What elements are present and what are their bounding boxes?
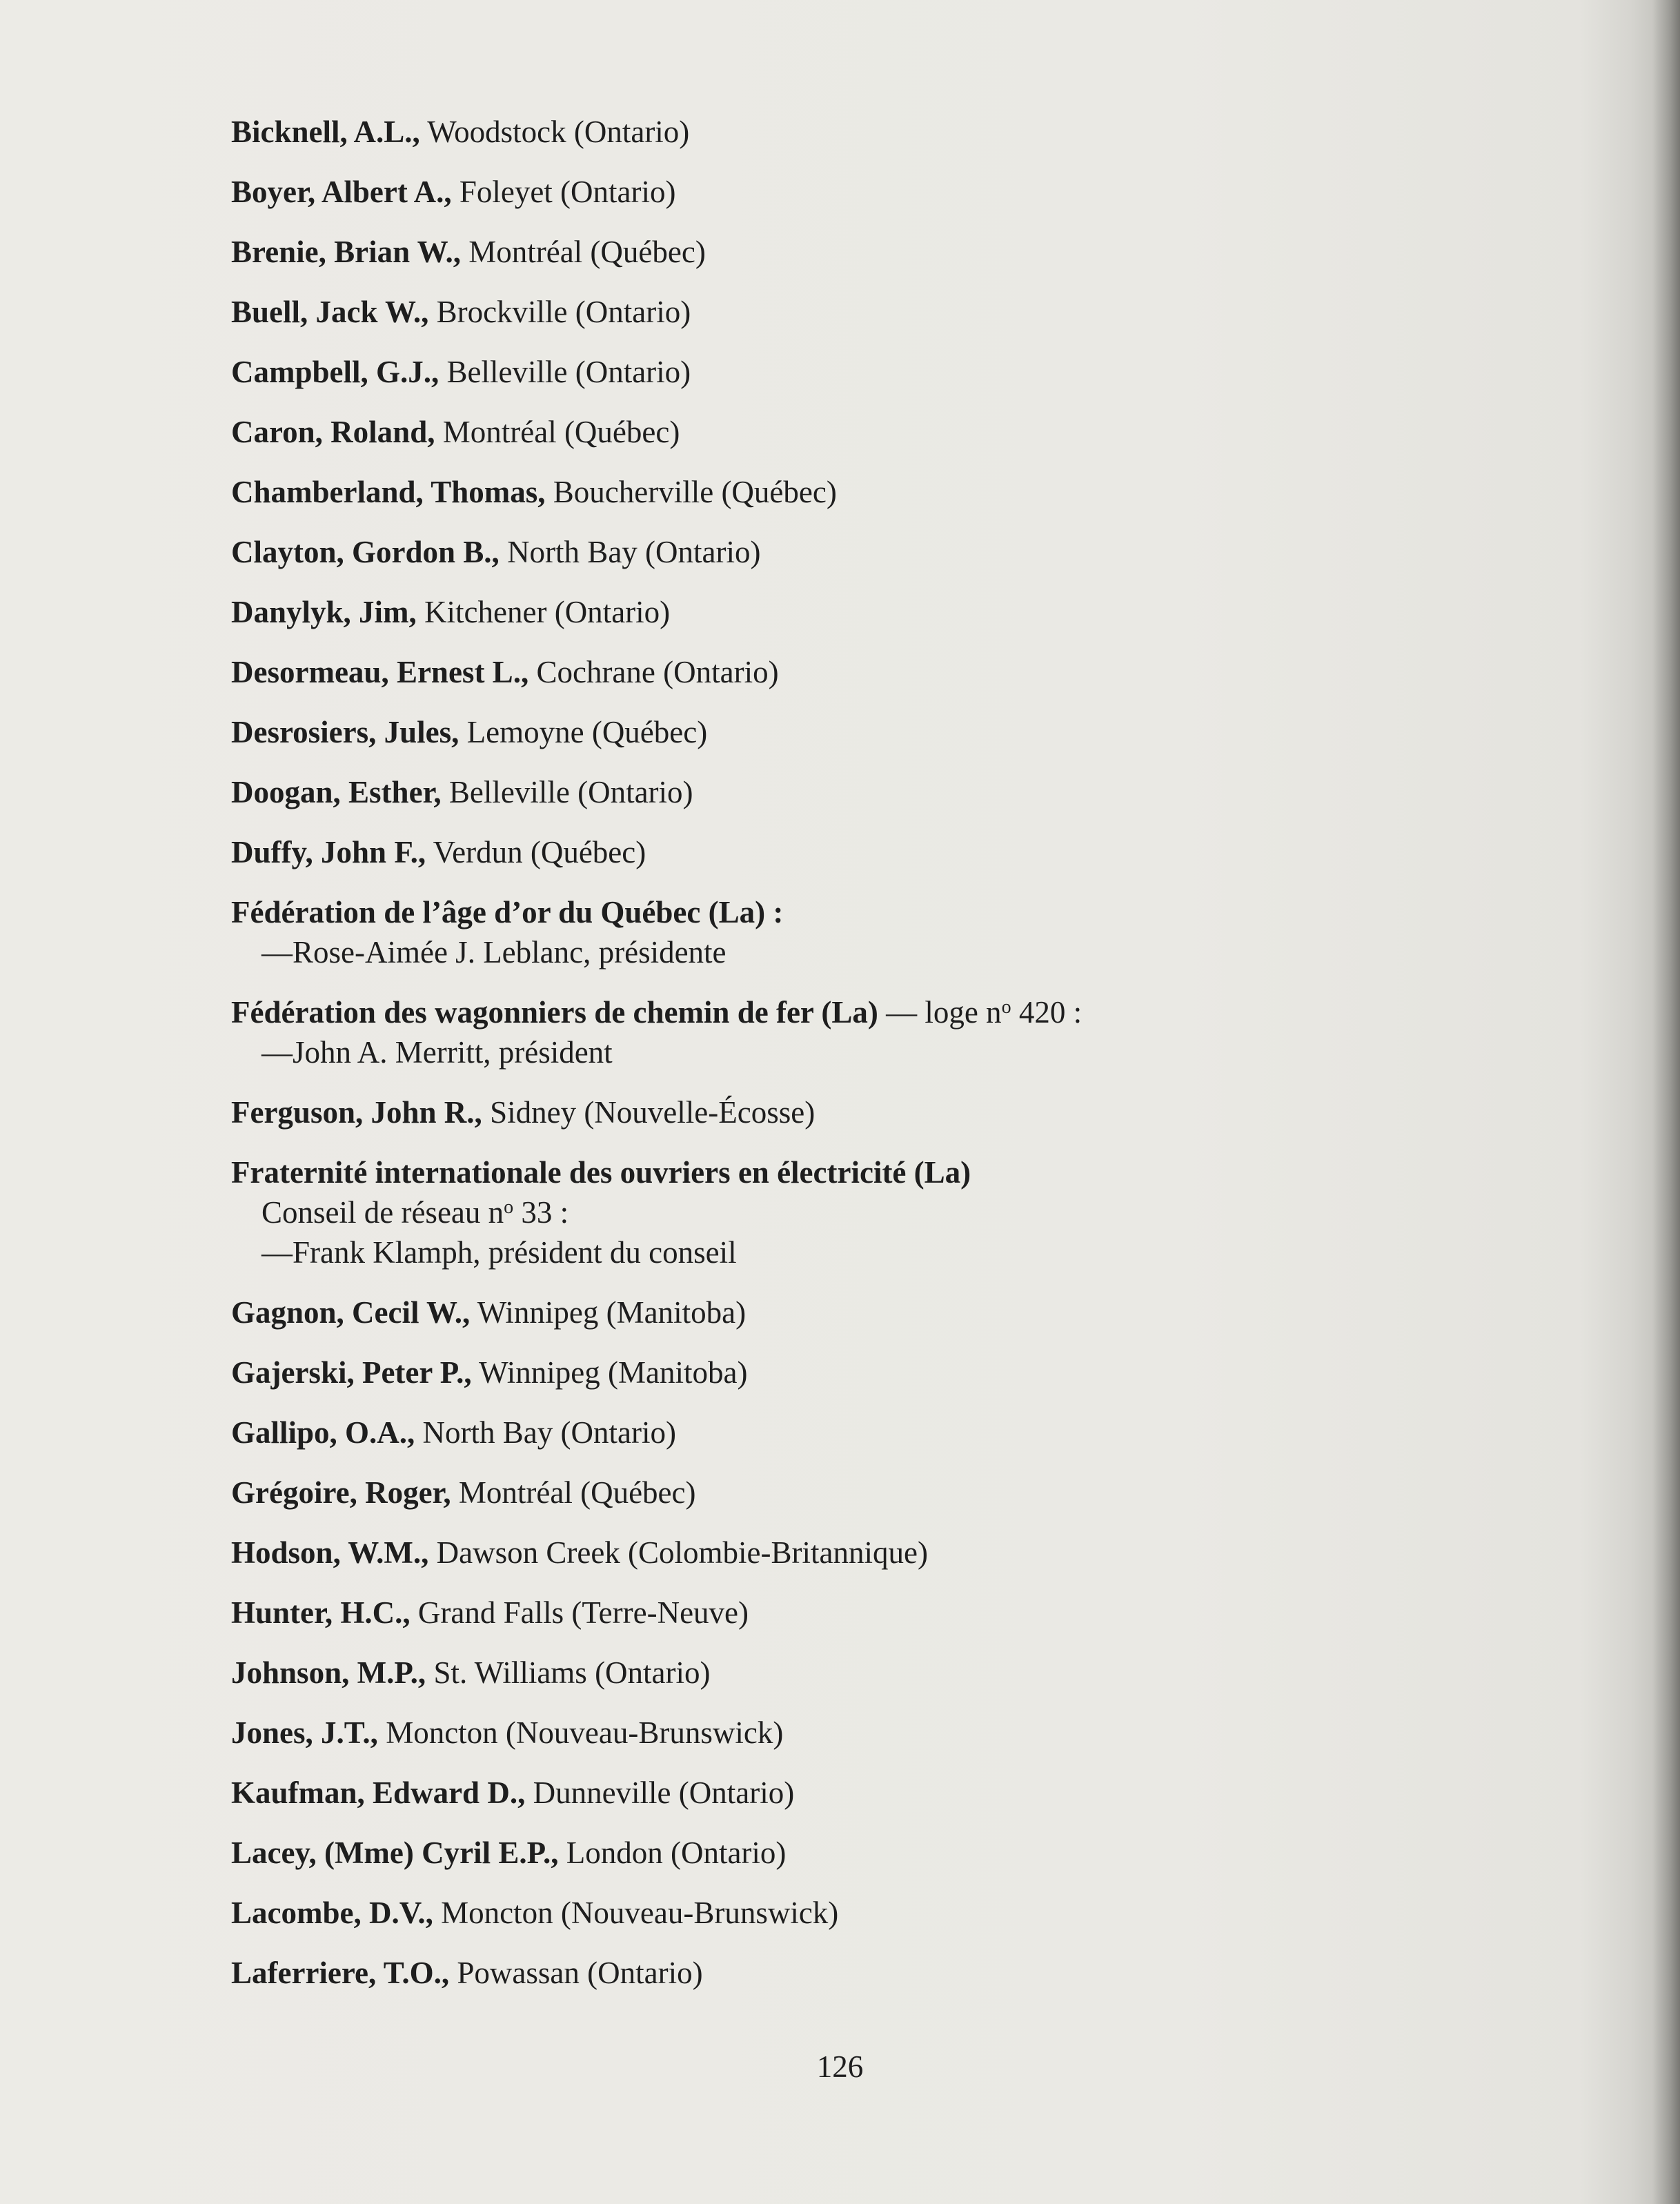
list-item: [231, 892, 1542, 972]
list-item: [231, 1413, 1542, 1453]
list-item: [231, 1152, 1542, 1272]
entry-place: Dunneville (Ontario): [525, 1775, 795, 1810]
entry-place: Sidney (Nouvelle-Écosse): [482, 1095, 816, 1130]
entry-name: Buell, Jack W.,: [231, 295, 429, 329]
entry-place: Lemoyne (Québec): [459, 715, 708, 749]
entry-council-number: 33 :: [513, 1195, 569, 1230]
entry-place: Montréal (Québec): [435, 415, 680, 449]
entry-list: [231, 112, 1542, 2013]
entry-place: Cochrane (Ontario): [528, 655, 779, 689]
list-item: [231, 532, 1542, 572]
entry-place: Belleville (Ontario): [439, 355, 691, 389]
entry-lodge-prefix: — loge n: [878, 995, 1002, 1030]
entry-place: Winnipeg (Manitoba): [471, 1355, 748, 1390]
entry-lodge-sup: o: [1001, 996, 1011, 1018]
entry-name: Lacombe, D.V.,: [231, 1896, 433, 1930]
list-item: [231, 412, 1542, 452]
entry-place: Brockville (Ontario): [428, 295, 691, 329]
list-item: [231, 992, 1542, 1072]
entry-representative: —John A. Merritt, président: [261, 1035, 613, 1070]
entry-name: Desormeau, Ernest L.,: [231, 655, 529, 689]
entry-name: Kaufman, Edward D.,: [231, 1775, 526, 1810]
page-number: 126: [816, 2049, 864, 2084]
entry-representative: —Frank Klamph, président du conseil: [261, 1235, 737, 1270]
entry-name: Hunter, H.C.,: [231, 1595, 411, 1630]
entry-name: Grégoire, Roger,: [231, 1475, 451, 1510]
list-item: [231, 292, 1542, 332]
entry-place: Grand Falls (Terre-Neuve): [410, 1595, 749, 1630]
entry-name: Chamberland, Thomas,: [231, 475, 546, 509]
entry-council-prefix: Conseil de réseau n: [261, 1195, 504, 1230]
entry-place: Verdun (Québec): [426, 835, 646, 869]
entry-name: Boyer, Albert A.,: [231, 175, 452, 209]
entry-lodge-number: 420 :: [1011, 995, 1083, 1030]
entry-name: Jones, J.T.,: [231, 1715, 378, 1750]
entry-name: Bicknell, A.L.,: [231, 115, 420, 149]
entry-place: North Bay (Ontario): [415, 1415, 676, 1450]
entry-place: Foleyet (Ontario): [451, 175, 676, 209]
list-item: [231, 1953, 1542, 1993]
entry-name: Gagnon, Cecil W.,: [231, 1295, 471, 1330]
list-item: [231, 112, 1542, 152]
entry-name: Gajerski, Peter P.,: [231, 1355, 472, 1390]
entry-name: Johnson, M.P.,: [231, 1655, 426, 1690]
entry-place: Moncton (Nouveau-Brunswick): [377, 1715, 784, 1750]
list-item: [231, 1893, 1542, 1933]
entry-place: St. Williams (Ontario): [426, 1655, 711, 1690]
list-item: [231, 1473, 1542, 1513]
entry-name: Clayton, Gordon B.,: [231, 535, 500, 569]
list-item: [231, 1833, 1542, 1873]
list-item: [231, 712, 1542, 752]
list-item: [231, 1533, 1542, 1573]
entry-place: Powassan (Ontario): [449, 1956, 703, 1990]
list-item: [231, 1352, 1542, 1393]
entry-name: Lacey, (Mme) Cyril E.P.,: [231, 1836, 559, 1870]
entry-name: Laferriere, T.O.,: [231, 1956, 450, 1990]
list-item: [231, 592, 1542, 632]
list-item: [231, 1653, 1542, 1693]
entry-place: Winnipeg (Manitoba): [470, 1295, 747, 1330]
list-item: [231, 1292, 1542, 1332]
entry-name: Fédération de l’âge d’or du Québec (La) :: [231, 895, 784, 929]
entry-place: Kitchener (Ontario): [416, 595, 671, 629]
entry-place: Moncton (Nouveau-Brunswick): [433, 1896, 839, 1930]
list-item: [231, 172, 1542, 212]
entry-name: Brenie, Brian W.,: [231, 235, 461, 269]
entry-name: Desrosiers, Jules,: [231, 715, 459, 749]
entry-name: Hodson, W.M.,: [231, 1535, 429, 1570]
entry-name: Gallipo, O.A.,: [231, 1415, 415, 1450]
entry-name: Danylyk, Jim,: [231, 595, 417, 629]
entry-name: Fédération des wagonniers de chemin de fer (La): [231, 995, 878, 1030]
list-item: [231, 1773, 1542, 1813]
entry-council: [231, 1192, 1542, 1232]
entry-name: Fraternité internationale des ouvriers en électricité (La): [231, 1155, 971, 1190]
entry-name: Duffy, John F.,: [231, 835, 426, 869]
entry-place: Montréal (Québec): [460, 235, 706, 269]
entry-name: Doogan, Esther,: [231, 775, 442, 809]
entry-name: Caron, Roland,: [231, 415, 435, 449]
list-item: [231, 1713, 1542, 1753]
entry-name: Ferguson, John R.,: [231, 1095, 482, 1130]
entry-place: London (Ontario): [558, 1836, 787, 1870]
entry-place: Montréal (Québec): [451, 1475, 696, 1510]
entry-name: Campbell, G.J.,: [231, 355, 439, 389]
list-item: [231, 352, 1542, 392]
entry-place: Woodstock (Ontario): [419, 115, 690, 149]
book-spine-shadow: [1652, 0, 1680, 2204]
list-item: [231, 1092, 1542, 1132]
entry-representative: —Rose-Aimée J. Leblanc, présidente: [261, 935, 727, 970]
entry-council-sup: o: [504, 1197, 514, 1218]
list-item: [231, 652, 1542, 692]
list-item: [231, 472, 1542, 512]
entry-place: Belleville (Ontario): [441, 775, 693, 809]
list-item: [231, 832, 1542, 872]
list-item: [231, 232, 1542, 272]
list-item: [231, 1593, 1542, 1633]
entry-place: Boucherville (Québec): [545, 475, 837, 509]
entry-place: Dawson Creek (Colombie-Britannique): [428, 1535, 928, 1570]
entry-place: North Bay (Ontario): [499, 535, 761, 569]
list-item: [231, 772, 1542, 812]
